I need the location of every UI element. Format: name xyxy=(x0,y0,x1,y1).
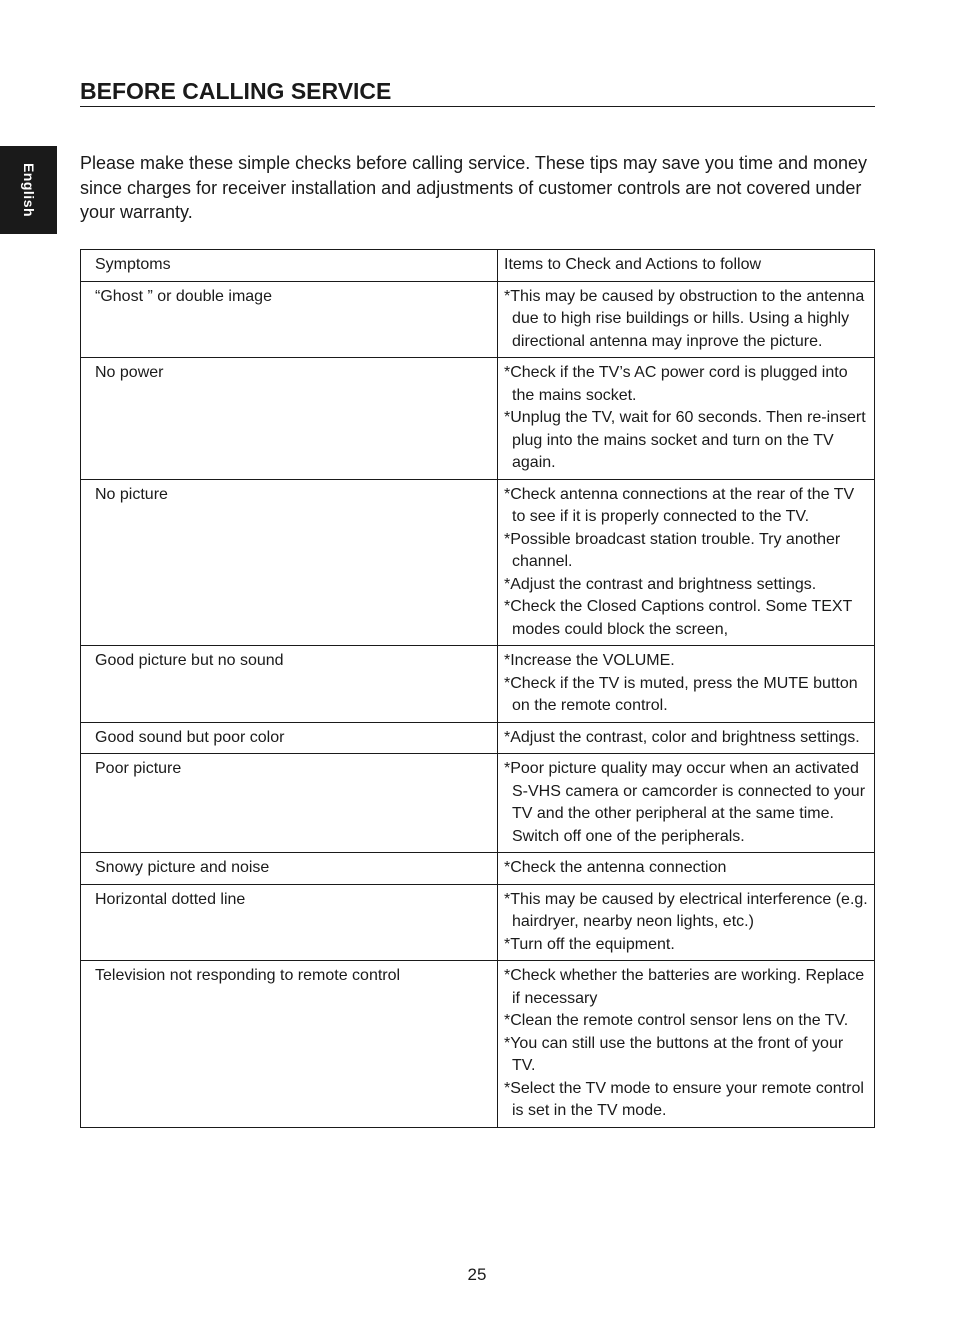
symptom-cell: “Ghost ” or double image xyxy=(81,281,498,358)
action-item: *Adjust the contrast, color and brightness settings. xyxy=(504,728,860,746)
table-row xyxy=(81,281,875,358)
header-actions: Items to Check and Actions to follow xyxy=(498,250,875,282)
intro-paragraph: Please make these simple checks before calling service. These tips may save you time and money since charges for receiver installation and adjustments of customer controls are not covered under your warranty. xyxy=(80,153,868,222)
action-item: *Select the TV mode to ensure your remote control is set in the TV mode. xyxy=(504,1079,864,1119)
language-tab-label: English xyxy=(20,162,37,218)
actions-cell xyxy=(498,646,875,723)
table-row xyxy=(81,961,875,1128)
action-item: *Check antenna connections at the rear of the TV to see if it is properly connected to the TV. xyxy=(504,485,855,525)
table-header-row xyxy=(81,250,875,282)
table-row xyxy=(81,358,875,480)
symptom-cell: No picture xyxy=(81,479,498,646)
table-row xyxy=(81,722,875,754)
action-item: *Unplug the TV, wait for 60 seconds. Then re-insert plug into the mains socket and turn on the TV again. xyxy=(504,409,866,471)
action-item: *Possible broadcast station trouble. Try another channel. xyxy=(504,530,841,570)
symptom-cell: Horizontal dotted line xyxy=(81,884,498,961)
symptom-cell: Poor picture xyxy=(81,754,498,853)
troubleshooting-table xyxy=(80,249,875,1128)
action-item: *Check the Closed Captions control. Some TEXT modes could block the screen, xyxy=(504,598,853,638)
table-row xyxy=(81,884,875,961)
actions-cell xyxy=(498,853,875,885)
action-item: *Check whether the batteries are working. Replace if necessary xyxy=(504,967,865,1007)
header-symptoms: Symptoms xyxy=(81,250,498,282)
table-row xyxy=(81,479,875,646)
action-item: *Turn off the equipment. xyxy=(504,935,675,953)
action-item: *Clean the remote control sensor lens on the TV. xyxy=(504,1012,849,1029)
action-item: *This may be caused by electrical interference (e.g. hairdryer, nearby neon lights, etc.) xyxy=(504,890,868,930)
action-item: *Poor picture quality may occur when an activated S-VHS camera or camcorder is connected to your TV and the other peripheral at the same time. Switch off one of the peripherals. xyxy=(504,760,866,845)
symptom-cell: Good picture but no sound xyxy=(81,646,498,723)
table-row xyxy=(81,853,875,885)
symptom-cell: Snowy picture and noise xyxy=(81,853,498,885)
symptom-cell: Good sound but poor color xyxy=(81,722,498,754)
action-item: *You can still use the buttons at the front of your TV. xyxy=(504,1034,844,1074)
action-item: *This may be caused by obstruction to the antenna due to high rise buildings or hills. Using a highly directional antenna may inprove the picture. xyxy=(504,287,865,350)
action-item: *Increase the VOLUME. xyxy=(504,652,675,669)
action-item: *Check if the TV is muted, press the MUTE button on the remote control. xyxy=(504,674,858,714)
action-item: *Adjust the contrast and brightness settings. xyxy=(504,575,817,593)
page-title: BEFORE CALLING SERVICE xyxy=(80,76,875,107)
page-number: 25 xyxy=(467,1265,487,1284)
actions-cell xyxy=(498,884,875,961)
actions-cell xyxy=(498,961,875,1128)
action-item: *Check if the TV’s AC power cord is plugged into the mains socket. xyxy=(504,364,848,404)
action-item: *Check the antenna connection xyxy=(504,859,727,876)
actions-cell xyxy=(498,722,875,754)
language-tab xyxy=(0,146,57,234)
symptom-cell: Television not responding to remote control xyxy=(81,961,498,1128)
actions-cell xyxy=(498,358,875,480)
table-row xyxy=(81,754,875,853)
actions-cell xyxy=(498,754,875,853)
actions-cell xyxy=(498,479,875,646)
actions-cell xyxy=(498,281,875,358)
table-row xyxy=(81,646,875,723)
symptom-cell: No power xyxy=(81,358,498,480)
